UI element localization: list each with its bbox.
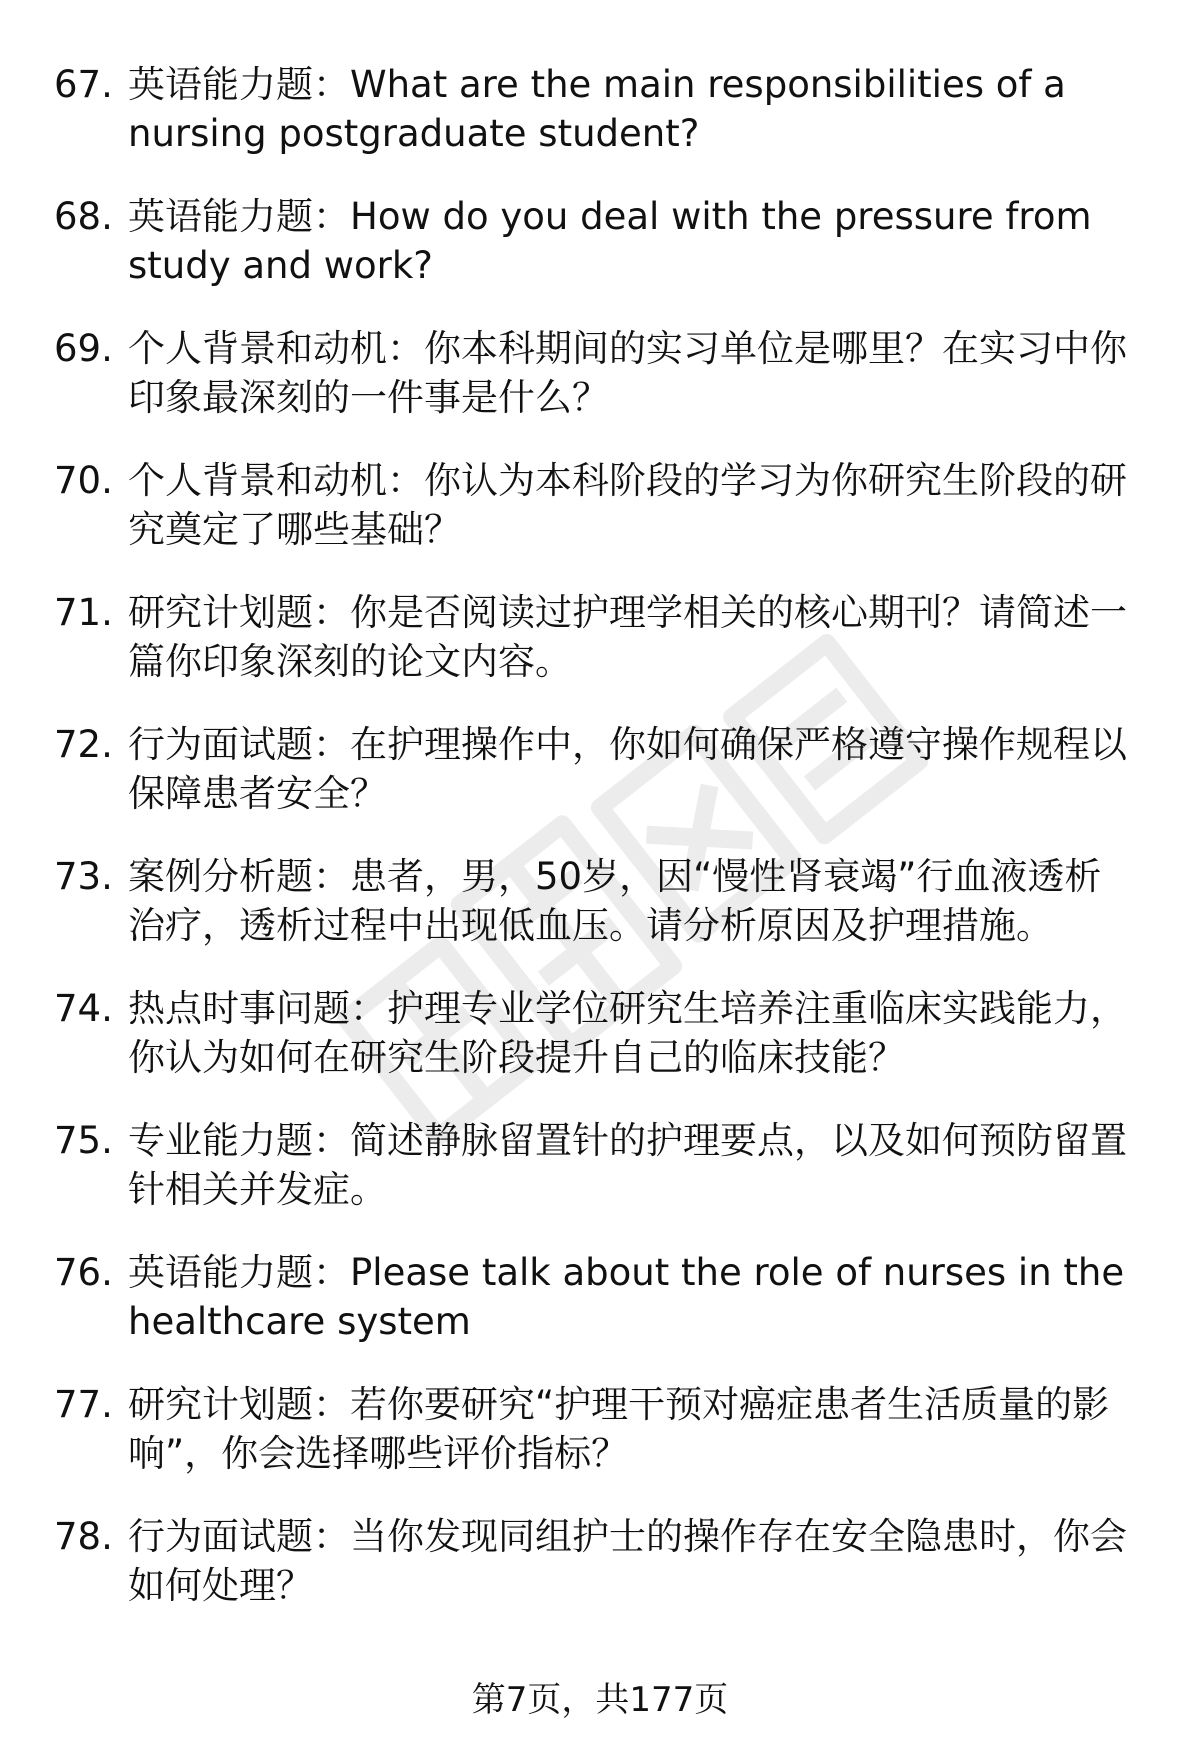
question-category: 行为面试题： [128, 1515, 350, 1558]
question-item [54, 588, 1154, 720]
question-text: 若你要研究“护理干预对癌症患者生活质量的影响”，你会选择哪些评价指标？ [128, 1383, 1110, 1475]
question-text: 你本科期间的实习单位是哪里？在实习中你印象最深刻的一件事是什么？ [128, 327, 1127, 419]
question-item [54, 1512, 1154, 1644]
question-category: 行为面试题： [128, 723, 350, 766]
question-item [54, 456, 1154, 588]
question-item [54, 852, 1154, 984]
question-category: 英语能力题： [128, 63, 350, 106]
question-category: 研究计划题： [128, 1383, 350, 1426]
question-item [54, 1116, 1154, 1248]
question-number: 73. [54, 855, 113, 898]
question-category: 个人背景和动机： [128, 327, 424, 370]
question-text: 简述静脉留置针的护理要点，以及如何预防留置针相关并发症。 [128, 1119, 1127, 1211]
question-body [128, 1116, 1133, 1214]
question-item [54, 324, 1154, 456]
question-category: 个人背景和动机： [128, 459, 424, 502]
question-number: 76. [54, 1251, 113, 1294]
question-body [128, 324, 1133, 422]
question-text: 护理专业学位研究生培养注重临床实践能力，你认为如何在研究生阶段提升自己的临床技能？ [128, 987, 1127, 1079]
question-item [54, 1380, 1154, 1512]
question-body [128, 192, 1133, 290]
question-item [54, 60, 1154, 192]
question-number: 78. [54, 1515, 113, 1558]
question-body [128, 852, 1133, 950]
question-body [128, 60, 1133, 158]
question-category: 热点时事问题： [128, 987, 387, 1030]
question-text: Please talk about the role of nurses in the healthcare system [128, 1251, 1125, 1343]
question-number: 74. [54, 987, 113, 1030]
question-number: 71. [54, 591, 113, 634]
page-number-label: 第7页，共177页 [471, 1680, 729, 1720]
question-item [54, 192, 1154, 324]
question-body [128, 1248, 1133, 1346]
question-body [128, 720, 1133, 818]
question-text: 你是否阅读过护理学相关的核心期刊？请简述一篇你印象深刻的论文内容。 [128, 591, 1127, 683]
question-number: 69. [54, 327, 113, 370]
question-text: 在护理操作中，你如何确保严格遵守操作规程以保障患者安全？ [128, 723, 1127, 815]
question-item [54, 1248, 1154, 1380]
question-text: What are the main responsibilities of a nursing postgraduate student? [128, 63, 1066, 155]
question-text: 你认为本科阶段的学习为你研究生阶段的研究奠定了哪些基础？ [128, 459, 1127, 551]
question-number: 72. [54, 723, 113, 766]
question-category: 案例分析题： [128, 855, 350, 898]
question-number: 70. [54, 459, 113, 502]
question-item [54, 984, 1154, 1116]
question-text: How do you deal with the pressure from study and work? [128, 195, 1092, 287]
question-list [54, 60, 1154, 1644]
question-body [128, 456, 1133, 554]
question-number: 67. [54, 63, 113, 106]
question-category: 英语能力题： [128, 195, 350, 238]
question-body [128, 588, 1133, 686]
page-footer [0, 1678, 1200, 1722]
question-item [54, 720, 1154, 852]
question-body [128, 984, 1133, 1082]
question-text: 患者，男，50岁，因“慢性肾衰竭”行血液透析治疗，透析过程中出现低血压。请分析原因及护理措施。 [128, 855, 1102, 947]
question-number: 77. [54, 1383, 113, 1426]
question-number: 75. [54, 1119, 113, 1162]
question-text: 当你发现同组护士的操作存在安全隐患时，你会如何处理？ [128, 1515, 1127, 1607]
question-category: 研究计划题： [128, 591, 350, 634]
question-body [128, 1380, 1133, 1478]
question-number: 68. [54, 195, 113, 238]
question-body [128, 1512, 1133, 1610]
question-category: 英语能力题： [128, 1251, 350, 1294]
question-category: 专业能力题： [128, 1119, 350, 1162]
